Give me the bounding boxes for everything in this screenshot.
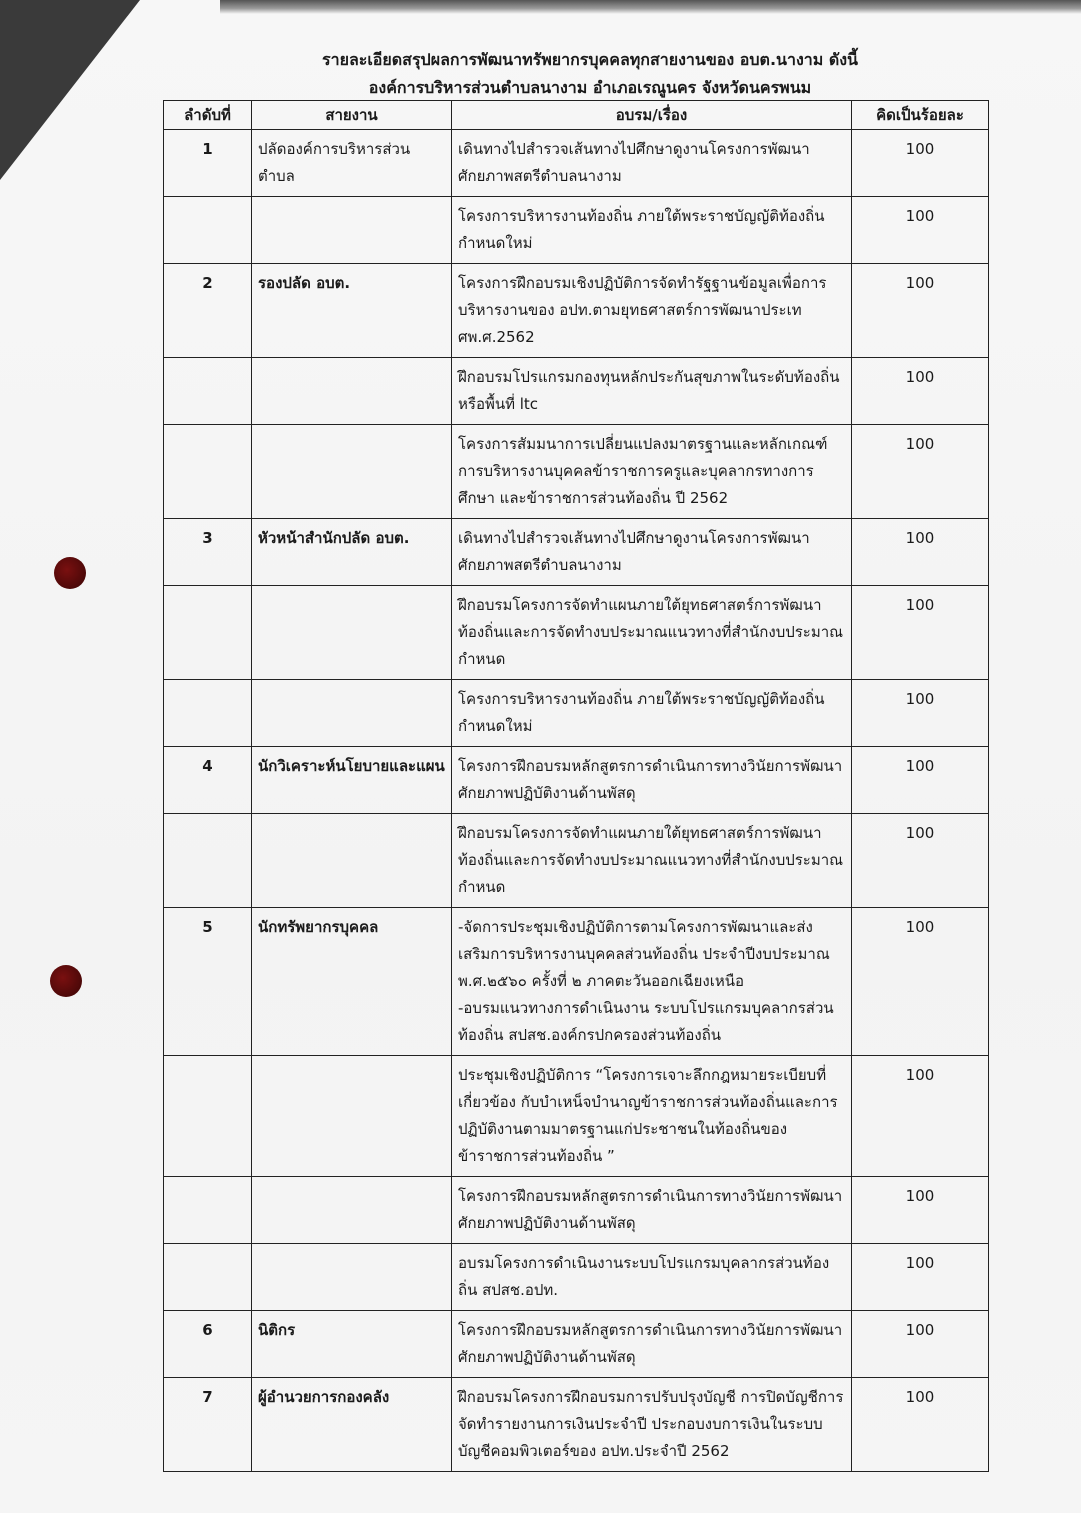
row-unit: รองปลัด อบต. [252, 264, 452, 358]
row-percent: 100 [852, 908, 989, 1056]
row-number: 6 [164, 1311, 252, 1378]
row-percent: 100 [852, 1244, 989, 1311]
row-topic: เดินทางไปสำรวจเส้นทางไปศึกษาดูงานโครงการพัฒนาศักยภาพสตรีตำบลนางาม [452, 519, 852, 586]
row-topic: โครงการฝึกอบรมหลักสูตรการดำเนินการทางวินัยการพัฒนาศักยภาพปฏิบัติงานด้านพัสดุ [452, 1311, 852, 1378]
row-unit [252, 197, 452, 264]
table-row [164, 1378, 989, 1472]
scan-top-edge [220, 0, 1081, 14]
header-unit: สายงาน [252, 101, 452, 130]
row-percent: 100 [852, 519, 989, 586]
table-header-row [164, 101, 989, 130]
row-number: 4 [164, 747, 252, 814]
row-percent: 100 [852, 264, 989, 358]
row-unit [252, 1244, 452, 1311]
row-percent: 100 [852, 1177, 989, 1244]
table-row [164, 908, 989, 1056]
row-unit [252, 358, 452, 425]
row-percent: 100 [852, 130, 989, 197]
row-unit [252, 586, 452, 680]
row-unit: ปลัดองค์การบริหารส่วนตำบล [252, 130, 452, 197]
row-topic: เดินทางไปสำรวจเส้นทางไปศึกษาดูงานโครงการพัฒนาศักยภาพสตรีตำบลนางาม [452, 130, 852, 197]
row-unit: นักทรัพยากรบุคคล [252, 908, 452, 1056]
row-number [164, 814, 252, 908]
row-percent: 100 [852, 747, 989, 814]
table-row [164, 586, 989, 680]
table-row [164, 747, 989, 814]
row-unit [252, 425, 452, 519]
row-percent: 100 [852, 586, 989, 680]
table-row [164, 358, 989, 425]
header-no: ลำดับที่ [164, 101, 252, 130]
table-body [164, 130, 989, 1472]
row-number: 7 [164, 1378, 252, 1472]
row-percent: 100 [852, 197, 989, 264]
row-unit: นักวิเคราะห์นโยบายและแผน [252, 747, 452, 814]
row-number [164, 358, 252, 425]
row-number [164, 680, 252, 747]
row-topic: ฝึกอบรมโปรแกรมกองทุนหลักประกันสุขภาพในระดับท้องถิ่น หรือพื้นที่ ltc [452, 358, 852, 425]
table-row [164, 1056, 989, 1177]
row-topic: ฝึกอบรมโครงการฝึกอบรมการปรับปรุงบัญชี การปิดบัญชีการจัดทำรายงานการเงินประจำปี ประกอบงบการเงินในระบบบัญชีคอมพิวเตอร์ของ อปท.ประจำปี 2562 [452, 1378, 852, 1472]
row-number: 1 [164, 130, 252, 197]
training-summary-table [163, 100, 989, 1472]
row-number: 5 [164, 908, 252, 1056]
row-topic: -จัดการประชุมเชิงปฏิบัติการตามโครงการพัฒนาและส่งเสริมการบริหารงานบุคคลส่วนท้องถิ่น ประจำปีงบประมาณ พ.ศ.๒๕๖๐ ครั้งที่ ๒ ภาคตะวันออกเฉียงเหนือ -อบรมแนวทางการดำเนินงาน ระบบโปรแกรมบุคลากรส่วนท้องถิ่น สปสช.องค์กรปกครองส่วนท้องถิ่น [452, 908, 852, 1056]
row-percent: 100 [852, 1056, 989, 1177]
table-row [164, 519, 989, 586]
row-number [164, 1244, 252, 1311]
row-percent: 100 [852, 1311, 989, 1378]
table-row [164, 814, 989, 908]
row-unit: ผู้อำนวยการกองคลัง [252, 1378, 452, 1472]
row-percent: 100 [852, 358, 989, 425]
row-unit [252, 1056, 452, 1177]
table-row [164, 425, 989, 519]
row-number [164, 1056, 252, 1177]
row-unit [252, 1177, 452, 1244]
row-number: 2 [164, 264, 252, 358]
row-number: 3 [164, 519, 252, 586]
row-topic: ฝึกอบรมโครงการจัดทำแผนภายใต้ยุทธศาสตร์การพัฒนาท้องถิ่นและการจัดทำงบประมาณแนวทางที่สำนักงบประมาณกำหนด [452, 586, 852, 680]
row-topic: โครงการฝึกอบรมหลักสูตรการดำเนินการทางวินัยการพัฒนาศักยภาพปฏิบัติงานด้านพัสดุ [452, 747, 852, 814]
header-percent: คิดเป็นร้อยละ [852, 101, 989, 130]
row-topic: ประชุมเชิงปฏิบัติการ “โครงการเจาะลึกกฎหมายระเบียบที่เกี่ยวข้อง กับบำเหน็จบำนาญข้าราชการส่วนท้องถิ่นและการปฏิบัติงานตามมาตรฐานแก่ประชาชนในท้องถิ่นของข้าราชการส่วนท้องถิ่น ” [452, 1056, 852, 1177]
row-percent: 100 [852, 1378, 989, 1472]
row-topic: อบรมโครงการดำเนินงานระบบโปรแกรมบุคลากรส่วนท้องถิ่น สปสช.อปท. [452, 1244, 852, 1311]
row-number [164, 586, 252, 680]
row-number [164, 425, 252, 519]
table-row [164, 1311, 989, 1378]
table-row [164, 1177, 989, 1244]
table-row [164, 1244, 989, 1311]
scan-corner-shadow [0, 0, 140, 180]
row-number [164, 197, 252, 264]
row-unit [252, 814, 452, 908]
row-topic: โครงการฝึกอบรมหลักสูตรการดำเนินการทางวินัยการพัฒนาศักยภาพปฏิบัติงานด้านพัสดุ [452, 1177, 852, 1244]
row-topic: โครงการสัมมนาการเปลี่ยนแปลงมาตรฐานและหลักเกณฑ์การบริหารงานบุคคลข้าราชการครูและบุคลากรทางการศึกษา และข้าราชการส่วนท้องถิ่น ปี 2562 [452, 425, 852, 519]
row-topic: โครงการฝึกอบรมเชิงปฏิบัติการจัดทำรัฐฐานข้อมูลเพื่อการบริหารงานของ อปท.ตามยุทธศาสตร์การพัฒนาประเทศพ.ศ.2562 [452, 264, 852, 358]
document-subtitle: องค์การบริหารส่วนตำบลนางาม อำเภอเรณูนคร จังหวัดนครพนม [368, 78, 812, 97]
row-unit: หัวหน้าสำนักปลัด อบต. [252, 519, 452, 586]
document-title: รายละเอียดสรุปผลการพัฒนาทรัพยากรบุคคลทุกสายงานของ อบต.นางาม ดังนี้ [321, 50, 858, 69]
row-topic: โครงการบริหารงานท้องถิ่น ภายใต้พระราชบัญญัติท้องถิ่นกำหนดใหม่ [452, 197, 852, 264]
punch-hole [50, 965, 82, 997]
row-unit: นิติกร [252, 1311, 452, 1378]
row-percent: 100 [852, 814, 989, 908]
row-topic: ฝึกอบรมโครงการจัดทำแผนภายใต้ยุทธศาสตร์การพัฒนาท้องถิ่นและการจัดทำงบประมาณแนวทางที่สำนักงบประมาณกำหนด [452, 814, 852, 908]
row-unit [252, 680, 452, 747]
row-topic: โครงการบริหารงานท้องถิ่น ภายใต้พระราชบัญญัติท้องถิ่นกำหนดใหม่ [452, 680, 852, 747]
punch-hole [54, 557, 86, 589]
row-number [164, 1177, 252, 1244]
row-percent: 100 [852, 425, 989, 519]
table-row [164, 680, 989, 747]
header-topic: อบรม/เรื่อง [452, 101, 852, 130]
table-row [164, 197, 989, 264]
table-row [164, 264, 989, 358]
row-percent: 100 [852, 680, 989, 747]
table-row [164, 130, 989, 197]
